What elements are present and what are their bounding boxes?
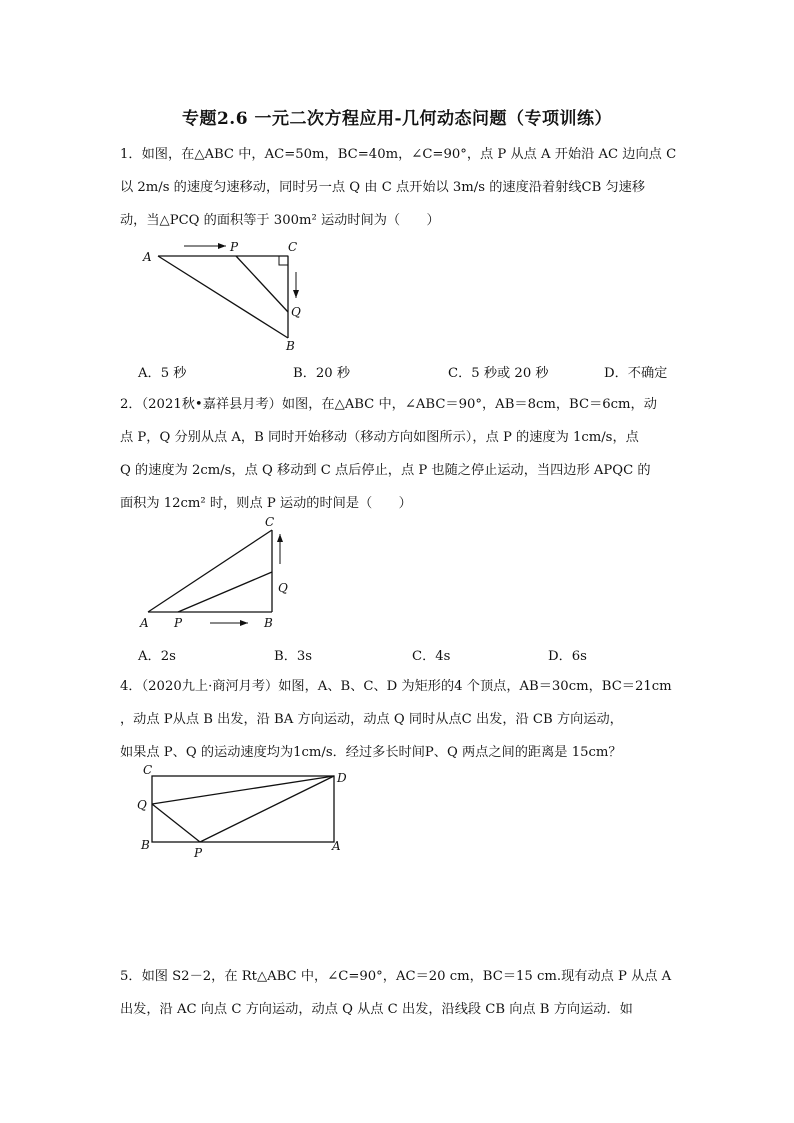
label-d: D	[337, 771, 347, 785]
question-1-text	[120, 138, 680, 237]
segment-ab	[158, 256, 288, 338]
question-2-text	[120, 388, 680, 520]
label-a: A	[143, 250, 152, 264]
label-c: C	[265, 516, 275, 529]
label-p: P	[230, 240, 239, 254]
label-c: C	[288, 240, 298, 254]
question-1-line: 以 2m/s 的速度匀速移动，同时另一点 Q 由 C 点开始以 3m/s 的速度沿着射线CB 匀速移	[120, 180, 646, 195]
option-a[interactable]: A．2s	[138, 649, 176, 664]
segment-pq	[178, 572, 272, 612]
question-5-line: 出发，沿 AC 向点 C 方向运动，动点 Q 从点 C 出发，沿线段 CB 向点 B 方向运动．如	[120, 1002, 633, 1017]
segment-ac	[148, 530, 272, 612]
question-5-line: 5．如图 S2－2，在 Rt△ABC 中，∠C=90°，AC＝20 cm，BC＝15 cm.现有动点 P 从点 A	[120, 969, 672, 984]
question-1-line: 动，当△PCQ 的面积等于 300m² 运动时间为（ ）	[120, 213, 440, 228]
label-p: P	[194, 846, 203, 860]
option-d[interactable]: D．6s	[548, 649, 587, 664]
question-4-line: 4．（2020九上·商河月考）如图，A、B、C、D 为矩形的4 个顶点，AB＝30cm，BC＝21cm	[120, 679, 672, 694]
label-b: B	[264, 616, 273, 630]
arrowhead-icon	[218, 243, 226, 249]
label-a: A	[140, 616, 149, 630]
option-c[interactable]: C．5 秒或 20 秒	[448, 366, 549, 381]
question-1-line: 1．如图，在△ABC 中，AC=50m，BC=40m，∠C=90°，点 P 从点 A 开始沿 AC 边向点 C	[120, 147, 677, 162]
page-title: 专题2.6 一元二次方程应用-几何动态问题（专项训练）	[181, 109, 613, 129]
question-4-line: ，动点 P从点 B 出发，沿 BA 方向运动，动点 Q 同时从点C 出发，沿 CB 方向运动，	[120, 712, 623, 727]
segment-qp	[152, 804, 200, 842]
question-5-text	[120, 960, 680, 1026]
segment-pq	[236, 256, 288, 312]
option-b[interactable]: B．3s	[274, 649, 313, 664]
option-b[interactable]: B．20 秒	[293, 366, 351, 381]
question-4-text	[120, 670, 680, 769]
arrowhead-icon	[240, 620, 248, 626]
option-c[interactable]: C．4s	[412, 649, 451, 664]
label-q: Q	[291, 305, 301, 319]
label-b: B	[286, 339, 295, 353]
label-q: Q	[137, 798, 147, 812]
question-4-line: 如果点 P、Q 的运动速度均为1cm/s．经过多长时间P、Q 两点之间的距离是 15cm？	[120, 745, 622, 760]
option-a[interactable]: A．5 秒	[138, 366, 187, 381]
question-2-line: 面积为 12cm² 时，则点 P 运动的时间是（ ）	[120, 496, 412, 511]
question-1-figure	[138, 236, 318, 354]
label-c: C	[143, 763, 153, 777]
question-2-line: 2．（2021秋•嘉祥县月考）如图，在△ABC 中，∠ABC＝90°，AB＝8cm，BC＝6cm，动	[120, 397, 657, 412]
arrowhead-icon	[277, 534, 283, 542]
option-d[interactable]: D．不确定	[604, 366, 668, 381]
question-2-figure	[134, 516, 294, 632]
arrowhead-icon	[293, 290, 299, 298]
label-q: Q	[278, 581, 288, 595]
question-2-line: Q 的速度为 2cm/s，点 Q 移动到 C 点后停止，点 P 也随之停止运动，当四边形 APQC 的	[120, 463, 651, 478]
question-1-options	[138, 362, 698, 382]
rectangle-abcd	[152, 776, 334, 842]
label-b: B	[141, 838, 150, 852]
label-p: P	[174, 616, 183, 630]
question-2-options	[138, 645, 698, 665]
right-angle-mark	[279, 256, 288, 265]
question-2-line: 点 P，Q 分别从点 A，B 同时开始移动（移动方向如图所示），点 P 的速度为 1cm/s，点	[120, 430, 639, 445]
label-a: A	[332, 839, 341, 853]
question-4-figure	[136, 762, 356, 862]
